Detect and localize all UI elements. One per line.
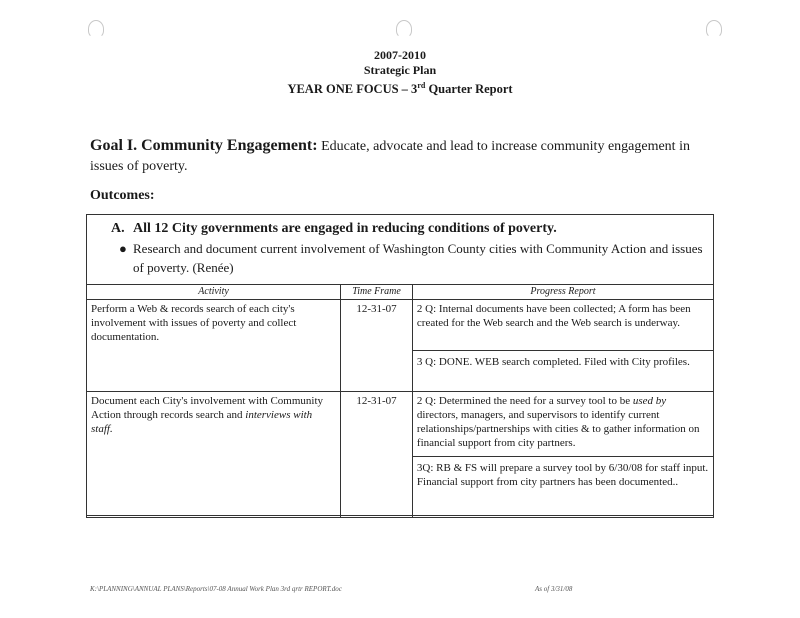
punch-hole-left bbox=[88, 20, 104, 38]
table-row bbox=[87, 392, 714, 518]
progress-q3: 3 Q: DONE. WEB search completed. Filed with City profiles. bbox=[413, 350, 713, 369]
table-row bbox=[87, 300, 714, 392]
header-plan: Strategic Plan bbox=[363, 63, 437, 77]
goal-statement bbox=[90, 136, 710, 177]
footer-date: As of 3/31/08 bbox=[535, 585, 573, 593]
outcome-a-title: All 12 City governments are engaged in reducing conditions of poverty. bbox=[133, 221, 557, 236]
document-header bbox=[0, 48, 800, 97]
progress-q2: 2 Q: Determined the need for a survey tool to be used by directors, managers, and supervisors to identify current relationships/partnerships with cities & to gather information on financial support from city partners. bbox=[416, 395, 700, 449]
table-header-row bbox=[87, 285, 714, 300]
progress-cell bbox=[412, 392, 713, 518]
activity-table bbox=[86, 284, 714, 518]
goal-title: Goal I. Community Engagement: bbox=[90, 137, 318, 154]
progress-cell bbox=[412, 300, 713, 392]
outcome-a-heading bbox=[111, 221, 557, 237]
bullet-text: Research and document current involvement of Washington County cities with Community Action and issues of poverty. (Renée) bbox=[133, 241, 703, 275]
punch-hole-center bbox=[396, 20, 412, 38]
header-time-frame: Time Frame bbox=[341, 285, 413, 300]
timeframe-cell: 12-31-07 bbox=[341, 300, 413, 392]
footer-file-path: K:\PLANNING\ANNUAL PLANS\Reports\07-08 Annual Work Plan 3rd qrtr REPORT.doc bbox=[90, 585, 342, 593]
header-years: 2007-2010 bbox=[374, 48, 426, 62]
activity-cell: Perform a Web & records search of each city's involvement with issues of poverty and collect documentation. bbox=[87, 300, 341, 392]
header-activity: Activity bbox=[87, 285, 341, 300]
header-report-title: YEAR ONE FOCUS – 3rd Quarter Report bbox=[287, 81, 513, 97]
timeframe-cell: 12-31-07 bbox=[341, 392, 413, 518]
bullet-dot-icon: ● bbox=[119, 241, 127, 256]
progress-q2: 2 Q: Internal documents have been collected; A form has been created for the Web search and the Web search is underway. bbox=[416, 303, 691, 329]
outcomes-label: Outcomes: bbox=[90, 188, 155, 203]
punch-hole-right bbox=[706, 20, 722, 38]
outcome-letter: A. bbox=[111, 221, 125, 236]
outcome-a-bullet bbox=[119, 239, 703, 277]
outcome-box bbox=[86, 214, 714, 516]
header-progress-report: Progress Report bbox=[412, 285, 713, 300]
progress-q3: 3Q: RB & FS will prepare a survey tool by 6/30/08 for staff input. Financial support from city partners has been documented.. bbox=[413, 456, 713, 489]
activity-cell: Document each City's involvement with Community Action through records search and interviews with staff. bbox=[87, 392, 341, 518]
goal-text: Educate, advocate and lead to increase community engagement in issues of poverty. bbox=[90, 139, 690, 174]
